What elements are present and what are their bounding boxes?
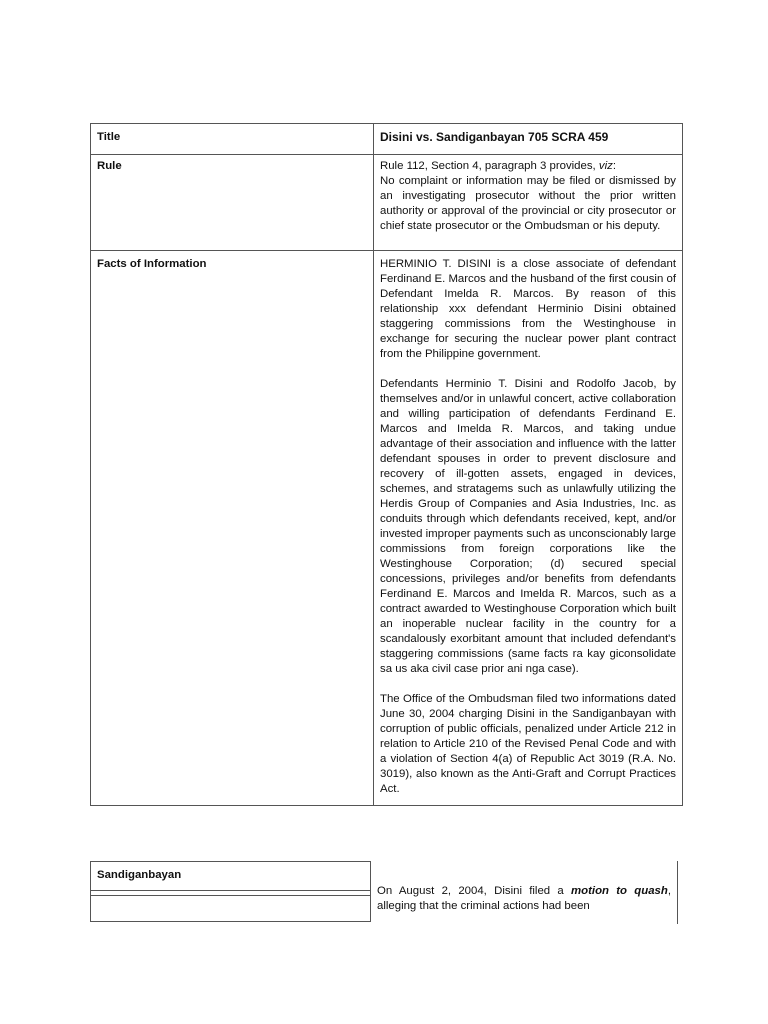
case-title: Disini vs. Sandiganbayan 705 SCRA 459: [380, 130, 609, 144]
title-label: Title: [97, 131, 121, 143]
rule-value-cell: [374, 155, 683, 251]
rule-text: No complaint or information may be filed or dismissed by an investigating prosecutor without the prior written authority or approval of the provincial or city prosecutor or chief state prosecutor or the Ombudsman or his deputy.: [380, 175, 676, 232]
facts-paragraph-2: Defendants Herminio T. Disini and Rodolfo Jacob, by themselves and/or in unlawful concert, active collaboration and willing participation of defendants Ferdinand E. Marcos and Imelda R. Marcos, and taking undue advantage of their association and influence with the latter defendant spouses in order to prevent disclosure and recovery of ill-gotten assets, engaged in devices, schemes, and stratagems such as unlawfully utilizing the Herdis Group of Companies and Asia Industries, Inc. as conduits through which defendants received, kept, and/or invested improper payments such as unconscionably large commissions from foreign corporations like the Westinghouse Corporation; (d) secured special concessions, privileges and/or benefits from defendants Ferdinand E. Marcos and Imelda R. Marcos, such as a contract awarded to Westinghouse Corporation which built an inoperable nuclear facility in the country for a scandalously exorbitant amount that included defendant's staggering commissions (same facts ra kay giconsolidate sa us aka civil case prior ani nga case).: [380, 378, 676, 675]
sandiganbayan-value-cell: [371, 861, 678, 924]
motion-to-quash-text: motion to quash: [571, 885, 668, 897]
rule-label-cell: [91, 155, 374, 251]
sandiganbayan-text-after: , alleging that the criminal actions had been: [377, 885, 672, 912]
rule-row: [91, 155, 683, 251]
sandiganbayan-label-cell: [90, 861, 371, 891]
title-label-cell: [91, 124, 374, 155]
title-value-cell: [374, 124, 683, 155]
case-digest-table: [90, 123, 683, 806]
sandiganbayan-empty-cell: [90, 895, 371, 922]
facts-label-cell: [91, 251, 374, 806]
facts-row: [91, 251, 683, 806]
facts-label: Facts of Information: [97, 258, 207, 270]
facts-value-cell: [374, 251, 683, 806]
rule-intro: [380, 159, 676, 174]
facts-paragraph-3: The Office of the Ombudsman filed two informations dated June 30, 2004 charging Disini in the Sandiganbayan with corruption of public officials, penalized under Article 212 in relation to Article 210 of the Revised Penal Code and with a violation of Section 4(a) of Republic Act 3019 (R.A. No. 3019), also known as the Anti-Graft and Corrupt Practices Act.: [380, 693, 676, 795]
sandiganbayan-row: [90, 861, 680, 924]
rule-intro-colon: :: [612, 160, 616, 172]
sandiganbayan-text-before: On August 2, 2004, Disini filed a: [377, 885, 572, 897]
sandiganbayan-label: Sandiganbayan: [97, 869, 182, 881]
rule-label: Rule: [97, 160, 122, 172]
rule-intro-viz: viz: [598, 160, 613, 172]
facts-paragraph-1: HERMINIO T. DISINI is a close associate of defendant Ferdinand E. Marcos and the husband of the first cousin of Defendant Imelda R. Marcos. By reason of this relationship xxx defendant Herminio Disini obtained staggering commissions from the Westinghouse in exchange for securing the nuclear power plant contract from the Philippine government.: [380, 258, 676, 360]
rule-intro-text: Rule 112, Section 4, paragraph 3 provides,: [380, 160, 599, 172]
title-row: [91, 124, 683, 155]
